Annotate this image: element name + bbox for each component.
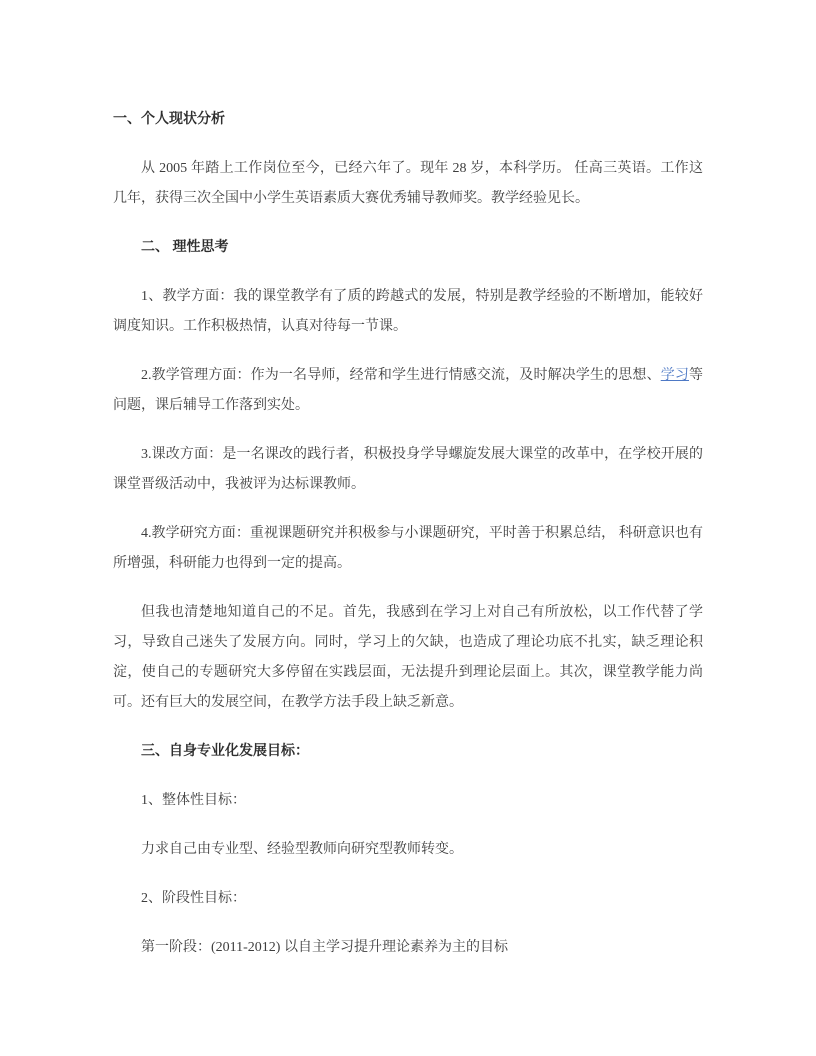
paragraph-stage-goal-label: 2、阶段性目标：	[141, 891, 246, 906]
paragraph-teaching-management	[113, 361, 703, 421]
xuexi-hyperlink[interactable]: 学习	[660, 368, 690, 383]
paragraph-teaching-aspect: 1、教学方面：我的课堂教学有了质的跨越式的发展，特别是教学经验的不断增加，能较好调度知识。工作积极热情，认真对待每一节课。	[113, 289, 703, 334]
section-heading-1-personal-analysis: 一、个人现状分析	[113, 112, 225, 127]
paragraph-shortcomings: 但我也清楚地知道自己的不足。首先，我感到在学习上对自己有所放松，以工作代替了学习，导致自己迷失了发展方向。同时，学习上的欠缺，也造成了理论功底不扎实，缺乏理论积淀，使自己的专题研究大多停留在实践层面，无法提升到理论层面上。其次，课堂教学能力尚可。还有巨大的发展空间，在教学方法手段上缺乏新意。	[113, 605, 703, 710]
paragraph-text-after-link: 等问题，课后辅导工作落到实处。	[113, 368, 704, 413]
section-heading-3-development-goals: 三、自身专业化发展目标：	[141, 744, 309, 759]
paragraph-stage-one-goal: 第一阶段：(2011-2012) 以自主学习提升理论素养为主的目标	[141, 940, 508, 955]
paragraph-text-before-link: 2.教学管理方面：作为一名导师，经常和学生进行情感交流，及时解决学生的思想、	[141, 368, 661, 383]
paragraph-work-history: 从 2005 年踏上工作岗位至今，已经六年了。现年 28 岁，本科学历。 任高三英语。工作这几年，获得三次全国中小学生英语素质大赛优秀辅导教师奖。教学经验见长。	[113, 161, 703, 206]
paragraph-teaching-research: 4.教学研究方面：重视课题研究并积极参与小课题研究，平时善于积累总结， 科研意识也有所增强，科研能力也得到一定的提高。	[113, 526, 703, 571]
paragraph-overall-goal-content: 力求自己由专业型、经验型教师向研究型教师转变。	[141, 842, 463, 857]
paragraph-overall-goal-label: 1、整体性目标：	[141, 793, 246, 808]
paragraph-curriculum-reform: 3.课改方面：是一名课改的践行者，积极投身学导螺旋发展大课堂的改革中，在学校开展的课堂晋级活动中，我被评为达标课教师。	[113, 447, 703, 492]
section-heading-2-rational-thinking: 二、 理性思考	[141, 240, 229, 255]
